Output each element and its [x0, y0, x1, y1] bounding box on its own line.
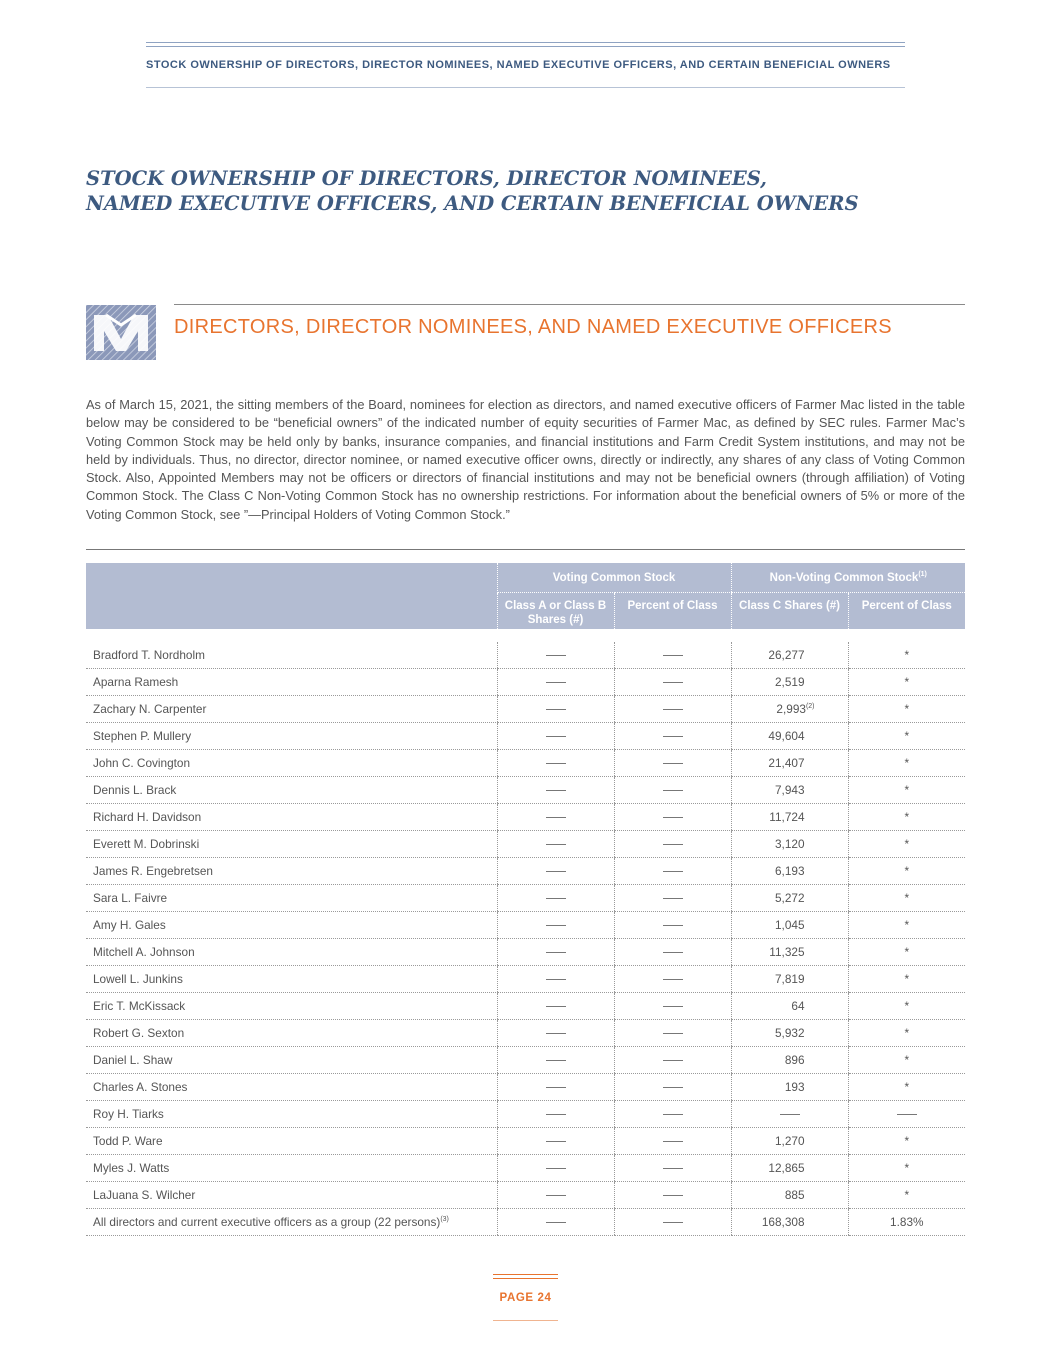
voting-percent-cell — [614, 1073, 731, 1100]
class-c-shares: 2,519 — [774, 674, 805, 689]
class-c-shares: 7,943 — [774, 782, 805, 797]
dash-mark — [546, 952, 566, 953]
dash-mark — [546, 1168, 566, 1169]
holder-name-cell — [86, 911, 497, 938]
ownership-table — [86, 563, 965, 1236]
holder-name: Myles J. Watts — [93, 1160, 170, 1175]
section-heading: DIRECTORS, DIRECTOR NOMINEES, AND NAMED EXECUTIVE OFFICERS — [174, 316, 892, 338]
voting-percent-cell — [614, 722, 731, 749]
dash-mark — [546, 871, 566, 872]
nonvoting-percent-cell — [848, 642, 965, 669]
voting-percent-cell — [614, 749, 731, 776]
table-row — [86, 1181, 965, 1208]
table-total-row — [86, 1208, 965, 1235]
voting-percent-cell — [614, 884, 731, 911]
voting-percent-cell — [614, 668, 731, 695]
nonvoting-percent-cell — [848, 1181, 965, 1208]
holder-name: James R. Engebretsen — [93, 863, 213, 878]
voting-percent-cell — [614, 965, 731, 992]
nonvoting-percent: * — [904, 755, 910, 770]
voting-percent-cell — [614, 1019, 731, 1046]
table-row — [86, 938, 965, 965]
voting-percent-cell — [614, 1154, 731, 1181]
table-row — [86, 722, 965, 749]
holder-name-cell — [86, 1073, 497, 1100]
class-ab-shares-cell — [497, 803, 614, 830]
dash-mark — [663, 1222, 683, 1223]
class-c-shares-cell — [731, 1154, 848, 1181]
col-header-pct-voting: Percent of Class — [614, 593, 731, 629]
class-ab-shares-cell — [497, 749, 614, 776]
class-c-shares: 2,993 — [776, 701, 806, 716]
nonvoting-percent-cell — [848, 1019, 965, 1046]
nonvoting-percent-cell — [848, 857, 965, 884]
holder-name: Everett M. Dobrinski — [93, 836, 200, 851]
holder-name-cell — [86, 695, 497, 722]
table-row — [86, 857, 965, 884]
page-number: PAGE 24 — [499, 1292, 552, 1304]
holder-name-cell — [86, 1181, 497, 1208]
holder-name: Sara L. Faivre — [93, 890, 168, 905]
col-header-pct-nonvoting: Percent of Class — [848, 593, 965, 629]
dash-mark — [897, 1114, 917, 1115]
holder-name: Eric T. McKissack — [93, 998, 186, 1013]
dash-mark — [546, 1060, 566, 1061]
col-header-class-c: Class C Shares (#) — [731, 593, 848, 629]
nonvoting-percent: * — [904, 1133, 910, 1148]
nonvoting-percent-cell — [848, 668, 965, 695]
dash-mark — [546, 898, 566, 899]
class-c-shares-cell — [731, 776, 848, 803]
holder-name-cell — [86, 830, 497, 857]
holder-name-cell — [86, 722, 497, 749]
holder-name: Mitchell A. Johnson — [93, 944, 195, 959]
class-ab-shares-cell — [497, 1046, 614, 1073]
dash-mark — [546, 709, 566, 710]
dash-mark — [663, 1195, 683, 1196]
dash-mark — [546, 1141, 566, 1142]
holder-name-cell — [86, 668, 497, 695]
class-ab-shares-cell — [497, 642, 614, 669]
class-c-shares: 5,932 — [774, 1025, 805, 1040]
dash-mark — [663, 763, 683, 764]
holder-name: Robert G. Sexton — [93, 1025, 185, 1040]
class-c-shares-cell — [731, 911, 848, 938]
nonvoting-percent-cell — [848, 776, 965, 803]
nonvoting-percent: * — [904, 782, 910, 797]
dash-mark — [663, 1087, 683, 1088]
nonvoting-percent: * — [904, 836, 910, 851]
dash-mark — [546, 763, 566, 764]
footnote-marker: (1) — [918, 570, 927, 578]
dash-mark — [663, 871, 683, 872]
nonvoting-percent: * — [904, 944, 910, 959]
dash-mark — [663, 1141, 683, 1142]
holder-name-cell — [86, 857, 497, 884]
voting-percent-cell — [614, 695, 731, 722]
dash-mark — [546, 682, 566, 683]
voting-percent-cell — [614, 1181, 731, 1208]
table-row — [86, 1073, 965, 1100]
nonvoting-percent: * — [904, 809, 910, 824]
table-row — [86, 1127, 965, 1154]
dash-mark — [546, 1114, 566, 1115]
voting-percent-cell — [614, 992, 731, 1019]
class-ab-shares-cell — [497, 965, 614, 992]
class-ab-shares-cell — [497, 695, 614, 722]
table-row — [86, 1019, 965, 1046]
class-ab-shares-cell — [497, 1181, 614, 1208]
dash-mark — [663, 1168, 683, 1169]
nonvoting-group-label: Non-Voting Common Stock — [769, 571, 919, 584]
holder-name: Zachary N. Carpenter — [93, 701, 207, 716]
class-ab-shares-cell — [497, 830, 614, 857]
table-row — [86, 1046, 965, 1073]
dash-mark — [546, 1195, 566, 1196]
dash-mark — [546, 655, 566, 656]
nonvoting-percent-cell — [848, 803, 965, 830]
table-row — [86, 803, 965, 830]
nonvoting-percent-cell — [848, 830, 965, 857]
dash-mark — [663, 952, 683, 953]
holder-name: Daniel L. Shaw — [93, 1052, 173, 1067]
nonvoting-percent-cell — [848, 1127, 965, 1154]
voting-percent-cell — [614, 830, 731, 857]
nonvoting-percent: * — [904, 890, 910, 905]
class-c-shares: 885 — [784, 1187, 805, 1202]
voting-percent-cell — [614, 776, 731, 803]
nonvoting-percent: * — [904, 1187, 910, 1202]
class-c-shares-cell — [731, 803, 848, 830]
class-ab-shares-cell — [497, 1154, 614, 1181]
holder-name: John C. Covington — [93, 755, 191, 770]
table-row — [86, 992, 965, 1019]
nonvoting-percent: * — [904, 701, 910, 716]
class-ab-shares-cell — [497, 992, 614, 1019]
intro-paragraph: As of March 15, 2021, the sitting members of the Board, nominees for election as directors, and named executive officers of Farmer Mac listed in the table below may be considered to be “beneficial owners” of the indicated number of equity securities of Farmer Mac, as defined by SEC rules. Farmer Mac’s Voting Common Stock may be held only by banks, insurance companies, and financial institutions and Farm Credit System institutions, and may not be held by individuals. Thus, no director, director nominee, or named executive officer owns, directly or indirectly, any shares of any class of Voting Common Stock. Also, Appointed Members may not be officers or directors of financial institutions and may not be beneficial owners (through affiliation) of Voting Common Stock. The Class C Non-Voting Common Stock has no ownership restrictions. For information about the beneficial owners of 5% or more of the Voting Common Stock, see ”—Principal Holders of Voting Common Stock.” — [86, 397, 965, 522]
class-c-shares: 11,724 — [769, 809, 805, 824]
class-ab-shares-cell — [497, 1208, 614, 1235]
nonvoting-percent: 1.83% — [890, 1214, 924, 1229]
holder-name-cell — [86, 1127, 497, 1154]
nonvoting-percent: * — [904, 1052, 910, 1067]
footnote-marker: (3) — [440, 1215, 449, 1223]
nonvoting-percent-cell — [848, 1154, 965, 1181]
nonvoting-percent: * — [904, 674, 910, 689]
class-c-shares: 1,045 — [774, 917, 805, 932]
holder-name: Roy H. Tiarks — [93, 1106, 164, 1121]
dash-mark — [546, 817, 566, 818]
table-row — [86, 668, 965, 695]
nonvoting-percent: * — [904, 998, 910, 1013]
holder-name-cell — [86, 749, 497, 776]
class-c-shares-cell — [731, 1127, 848, 1154]
class-c-shares-cell — [731, 1181, 848, 1208]
dash-mark — [663, 736, 683, 737]
table-row — [86, 911, 965, 938]
nonvoting-percent: * — [904, 1025, 910, 1040]
dash-mark — [546, 1222, 566, 1223]
holder-name-cell — [86, 776, 497, 803]
class-c-shares-cell — [731, 642, 848, 669]
class-c-shares: 168,308 — [761, 1214, 805, 1229]
dash-mark — [663, 1114, 683, 1115]
class-ab-shares-cell — [497, 1127, 614, 1154]
nonvoting-percent: * — [904, 971, 910, 986]
class-ab-shares-cell — [497, 776, 614, 803]
nonvoting-percent: * — [904, 1079, 910, 1094]
voting-percent-cell — [614, 642, 731, 669]
page-title-line-2: NAMED EXECUTIVE OFFICERS, AND CERTAIN BENEFICIAL OWNERS — [86, 192, 859, 215]
header-double-rule — [146, 42, 905, 47]
holder-name-cell — [86, 642, 497, 669]
holder-name-cell — [86, 1046, 497, 1073]
table-row — [86, 1100, 965, 1127]
holder-name-cell — [86, 884, 497, 911]
class-c-shares: 21,407 — [768, 755, 805, 770]
nonvoting-percent-cell — [848, 695, 965, 722]
class-c-shares: 193 — [784, 1079, 805, 1094]
class-c-shares: 3,120 — [774, 836, 805, 851]
holder-name: Bradford T. Nordholm — [93, 647, 205, 662]
dash-mark — [663, 682, 683, 683]
voting-group-header: Voting Common Stock — [497, 563, 731, 593]
voting-percent-cell — [614, 1127, 731, 1154]
class-c-shares: 1,270 — [774, 1133, 805, 1148]
holder-name-cell — [86, 803, 497, 830]
table-row — [86, 749, 965, 776]
table-row — [86, 884, 965, 911]
dash-mark — [546, 979, 566, 980]
class-c-shares: 26,277 — [768, 647, 805, 662]
dash-mark — [780, 1114, 800, 1115]
running-header: STOCK OWNERSHIP OF DIRECTORS, DIRECTOR NOMINEES, NAMED EXECUTIVE OFFICERS, AND CERTAIN BENEFICIAL OWNERS — [146, 59, 891, 71]
holder-name-cell — [86, 1019, 497, 1046]
dash-mark — [663, 817, 683, 818]
holder-name: LaJuana S. Wilcher — [93, 1187, 196, 1202]
col-header-class-ab: Class A or Class B Shares (#) — [497, 593, 614, 629]
class-c-shares-cell — [731, 1019, 848, 1046]
section-rule — [174, 304, 965, 305]
class-c-shares: 64 — [791, 998, 805, 1013]
class-c-shares: 49,604 — [768, 728, 805, 743]
voting-percent-cell — [614, 1100, 731, 1127]
holder-name-cell — [86, 1208, 497, 1235]
table-row — [86, 830, 965, 857]
holder-name: Richard H. Davidson — [93, 809, 202, 824]
footer-rule — [493, 1320, 558, 1321]
voting-percent-cell — [614, 1208, 731, 1235]
table-row — [86, 1154, 965, 1181]
table-row — [86, 776, 965, 803]
holder-name-cell — [86, 938, 497, 965]
class-ab-shares-cell — [497, 1019, 614, 1046]
page-title-line-1: STOCK OWNERSHIP OF DIRECTORS, DIRECTOR NOMINEES, — [86, 167, 767, 190]
dash-mark — [546, 925, 566, 926]
class-c-shares-cell — [731, 992, 848, 1019]
nonvoting-percent-cell — [848, 1100, 965, 1127]
dash-mark — [663, 844, 683, 845]
holder-name-cell — [86, 992, 497, 1019]
class-ab-shares-cell — [497, 911, 614, 938]
class-c-shares: 896 — [784, 1052, 805, 1067]
nonvoting-percent-cell — [848, 749, 965, 776]
class-c-shares-cell — [731, 668, 848, 695]
table-row — [86, 642, 965, 669]
holder-name: Lowell L. Junkins — [93, 971, 183, 986]
dash-mark — [546, 790, 566, 791]
holder-name: Stephen P. Mullery — [93, 728, 192, 743]
class-ab-shares-cell — [497, 722, 614, 749]
class-c-shares-cell — [731, 1100, 848, 1127]
dash-mark — [663, 655, 683, 656]
header-rule — [146, 87, 905, 88]
nonvoting-percent-cell — [848, 938, 965, 965]
nonvoting-percent: * — [904, 863, 910, 878]
dash-mark — [663, 709, 683, 710]
class-c-shares-cell — [731, 965, 848, 992]
class-c-shares-cell — [731, 857, 848, 884]
dash-mark — [663, 790, 683, 791]
nonvoting-group-header — [731, 563, 965, 593]
class-c-shares-cell — [731, 749, 848, 776]
nonvoting-percent: * — [904, 728, 910, 743]
dash-mark — [663, 1033, 683, 1034]
class-c-shares-cell — [731, 884, 848, 911]
class-ab-shares-cell — [497, 668, 614, 695]
voting-percent-cell — [614, 938, 731, 965]
class-ab-shares-cell — [497, 884, 614, 911]
farmer-mac-logo-icon — [86, 305, 156, 360]
holder-name: Aparna Ramesh — [93, 674, 179, 689]
nonvoting-percent: * — [904, 647, 910, 662]
nonvoting-percent-cell — [848, 1208, 965, 1235]
class-ab-shares-cell — [497, 938, 614, 965]
class-c-shares-cell — [731, 695, 848, 722]
voting-percent-cell — [614, 857, 731, 884]
name-column-header — [86, 563, 497, 629]
holder-name-cell — [86, 1100, 497, 1127]
nonvoting-percent-cell — [848, 1046, 965, 1073]
class-c-shares: 5,272 — [774, 890, 805, 905]
nonvoting-percent-cell — [848, 1073, 965, 1100]
nonvoting-percent-cell — [848, 722, 965, 749]
dash-mark — [663, 925, 683, 926]
class-ab-shares-cell — [497, 857, 614, 884]
dash-mark — [546, 1033, 566, 1034]
holder-name-cell — [86, 1154, 497, 1181]
class-c-shares: 6,193 — [774, 863, 805, 878]
class-c-shares: 7,819 — [774, 971, 805, 986]
class-c-shares: 12,865 — [768, 1160, 805, 1175]
nonvoting-percent: * — [904, 917, 910, 932]
class-c-shares-cell — [731, 830, 848, 857]
class-ab-shares-cell — [497, 1100, 614, 1127]
holder-name: All directors and current executive officers as a group (22 persons) — [93, 1214, 441, 1229]
dash-mark — [546, 1087, 566, 1088]
holder-name-cell — [86, 965, 497, 992]
voting-percent-cell — [614, 1046, 731, 1073]
dash-mark — [546, 736, 566, 737]
dash-mark — [546, 1006, 566, 1007]
page-title — [86, 166, 986, 216]
dash-mark — [663, 1060, 683, 1061]
voting-percent-cell — [614, 911, 731, 938]
nonvoting-percent-cell — [848, 992, 965, 1019]
class-c-shares-cell — [731, 1208, 848, 1235]
dash-mark — [546, 844, 566, 845]
holder-name: Todd P. Ware — [93, 1133, 163, 1148]
footnote-marker: (2) — [805, 702, 815, 710]
class-c-shares: 11,325 — [769, 944, 805, 959]
class-c-shares-cell — [731, 938, 848, 965]
dash-mark — [663, 1006, 683, 1007]
class-ab-shares-cell — [497, 1073, 614, 1100]
class-c-shares-cell — [731, 1046, 848, 1073]
dash-mark — [663, 898, 683, 899]
nonvoting-percent: * — [904, 1160, 910, 1175]
table-row — [86, 695, 965, 722]
holder-name: Dennis L. Brack — [93, 782, 177, 797]
dash-mark — [663, 979, 683, 980]
class-c-shares-cell — [731, 722, 848, 749]
voting-percent-cell — [614, 803, 731, 830]
holder-name: Charles A. Stones — [93, 1079, 188, 1094]
holder-name: Amy H. Gales — [93, 917, 166, 932]
table-row — [86, 965, 965, 992]
footer-double-rule — [493, 1274, 558, 1279]
table-top-rule — [86, 549, 965, 550]
nonvoting-percent-cell — [848, 911, 965, 938]
nonvoting-percent-cell — [848, 965, 965, 992]
nonvoting-percent-cell — [848, 884, 965, 911]
class-c-shares-cell — [731, 1073, 848, 1100]
